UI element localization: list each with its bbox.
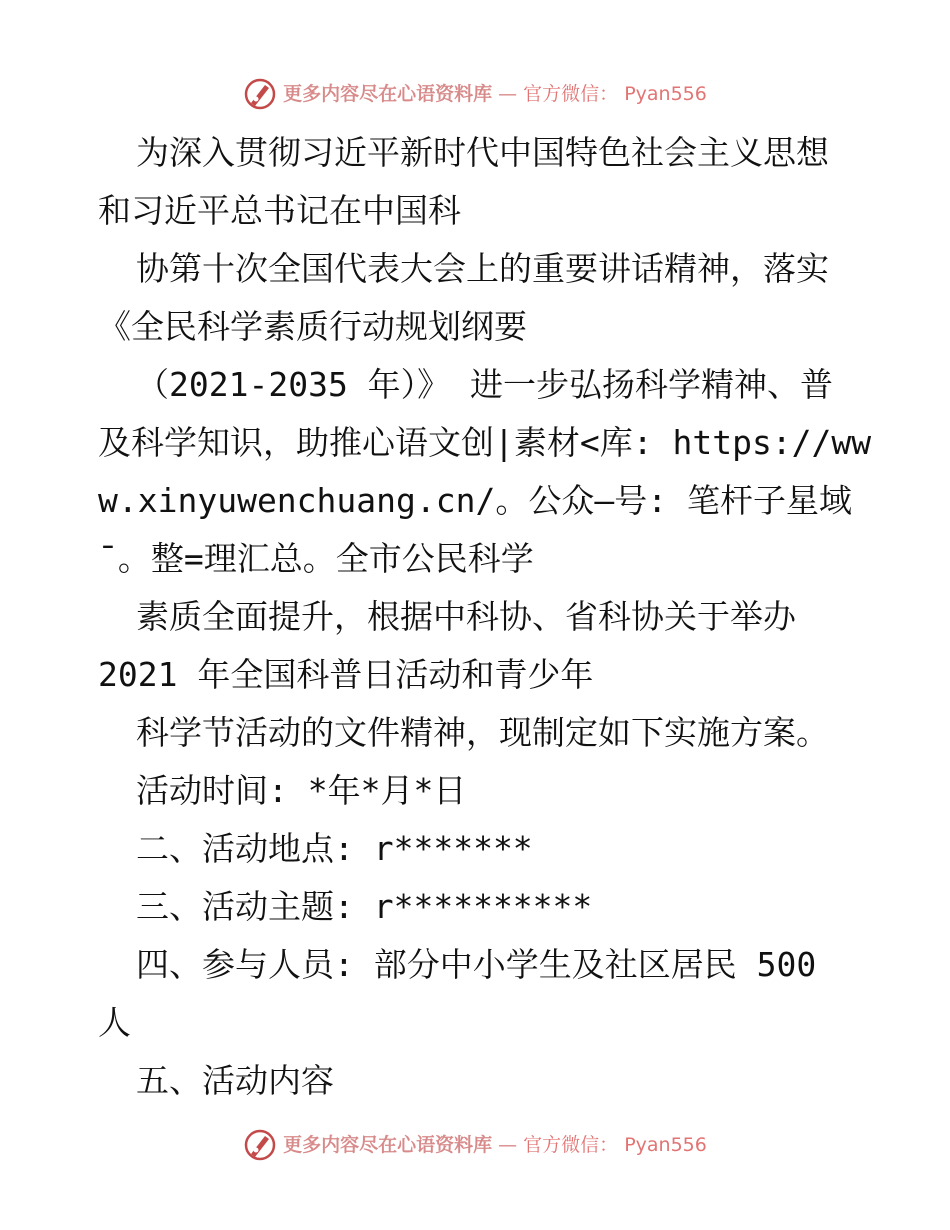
- banner-main-text: 更多内容尽在心语资料库: [283, 83, 493, 105]
- body-line: 四、参与人员: 部分中小学生及社区居民 500: [136, 945, 817, 984]
- body-line: 协第十次全国代表大会上的重要讲话精神，落实: [136, 249, 829, 288]
- banner-sub-text: 官方微信：: [523, 1134, 619, 1156]
- body-line: 为深入贯彻习近平新时代中国特色社会主义思想: [136, 133, 829, 172]
- body-line: 五、活动内容: [136, 1061, 334, 1100]
- body-line: ¯。整=理汇总。全市公民科学: [98, 539, 534, 578]
- body-line: 2021 年全国科普日活动和青少年: [98, 655, 594, 694]
- header-banner: [0, 77, 950, 111]
- body-line: 及科学知识，助推心语文创|素材<库: https://ww: [98, 423, 872, 462]
- pen-circle-logo-icon: [243, 77, 277, 111]
- banner-main-text: 更多内容尽在心语资料库: [283, 1134, 493, 1156]
- banner-dash: —: [498, 1134, 518, 1156]
- body-line: 活动时间: *年*月*日: [136, 771, 467, 810]
- body-line: 《全民科学素质行动规划纲要: [98, 307, 527, 346]
- banner-wechat-id: Pyan556: [624, 83, 707, 105]
- banner-sub-text: 官方微信：: [523, 83, 619, 105]
- pen-circle-logo-icon: [243, 1128, 277, 1162]
- banner-dash: —: [498, 83, 518, 105]
- body-line: w.xinyuwenchuang.cn/。公众—号: 笔杆子星域: [98, 481, 852, 520]
- body-line: 三、活动主题: r**********: [136, 887, 593, 926]
- body-line: 人: [98, 1003, 131, 1042]
- body-line: 科学节活动的文件精神，现制定如下实施方案。: [136, 713, 829, 752]
- banner-wechat-id: Pyan556: [624, 1134, 707, 1156]
- body-line: （2021-2035 年）》 进一步弘扬科学精神、普: [136, 365, 834, 404]
- document-body: [98, 124, 872, 1110]
- footer-banner: [0, 1128, 950, 1162]
- body-line: 二、活动地点: r*******: [136, 829, 533, 868]
- body-line: 和习近平总书记在中国科: [98, 191, 461, 230]
- body-line: 素质全面提升，根据中科协、省科协关于举办: [136, 597, 796, 636]
